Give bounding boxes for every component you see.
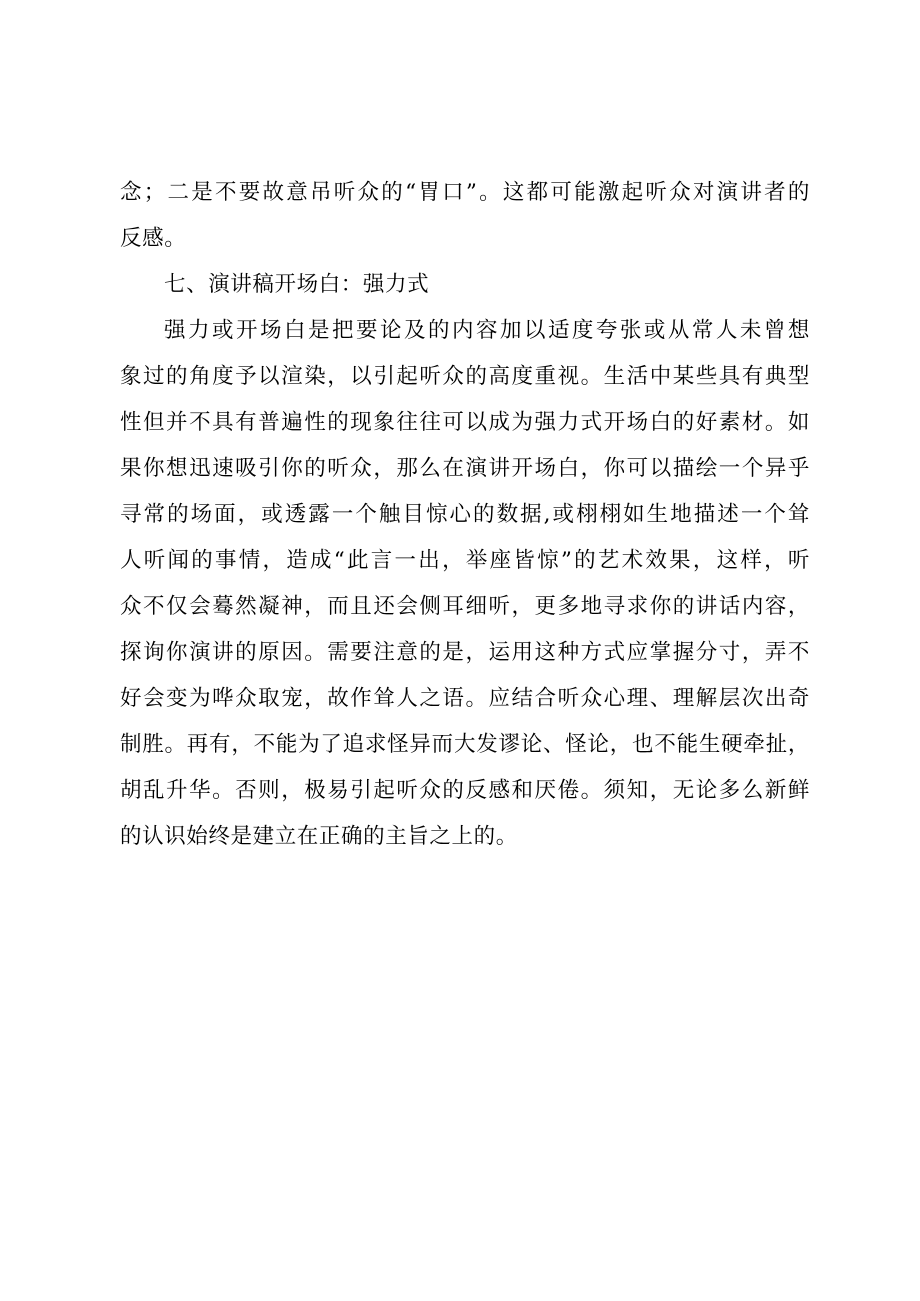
continuation-line-1: 念；二是不要故意吊听众的“胃口”。这都可能激起听众对演讲者的 [120,180,810,205]
paragraph-line-3: 性但并不具有普遍性的现象往往可以成为强力式开场白的好素材。如 [120,410,810,435]
paragraph-line-1: 强力或开场白是把要论及的内容加以适度夸张或从常人未曾想 [164,318,810,343]
paragraph-line-11: 胡乱升华。否则，极易引起听众的反感和厌倦。须知，无论多么新鲜 [120,778,810,803]
paragraph-line-6: 人听闻的事情，造成“此言一出，举座皆惊”的艺术效果，这样，听 [120,548,810,573]
paragraph-line-4: 果你想迅速吸引你的听众，那么在演讲开场白，你可以描绘一个异乎 [120,456,810,481]
paragraph-line-12: 的认识始终是建立在正确的主旨之上的。 [120,824,518,849]
paragraph-line-7: 众不仅会蓦然凝神，而且还会侧耳细听，更多地寻求你的讲话内容， [120,594,810,619]
document-body [120,170,810,860]
section-heading: 七、演讲稿开场白：强力式 [164,272,430,297]
continuation-line-2: 反感。 [120,226,187,251]
paragraph-line-10: 制胜。再有，不能为了追求怪异而大发谬论、怪论，也不能生硬牵扯， [120,732,810,757]
paragraph-line-2: 象过的角度予以渲染，以引起听众的高度重视。生活中某些具有典型 [120,364,810,389]
paragraph-line-8: 探询你演讲的原因。需要注意的是，运用这种方式应掌握分寸，弄不 [120,640,810,665]
paragraph-line-9: 好会变为哗众取宠，故作耸人之语。应结合听众心理、理解层次出奇 [120,686,810,711]
paragraph-line-5: 寻常的场面，或透露一个触目惊心的数据,或栩栩如生地描述一个耸 [120,502,810,527]
